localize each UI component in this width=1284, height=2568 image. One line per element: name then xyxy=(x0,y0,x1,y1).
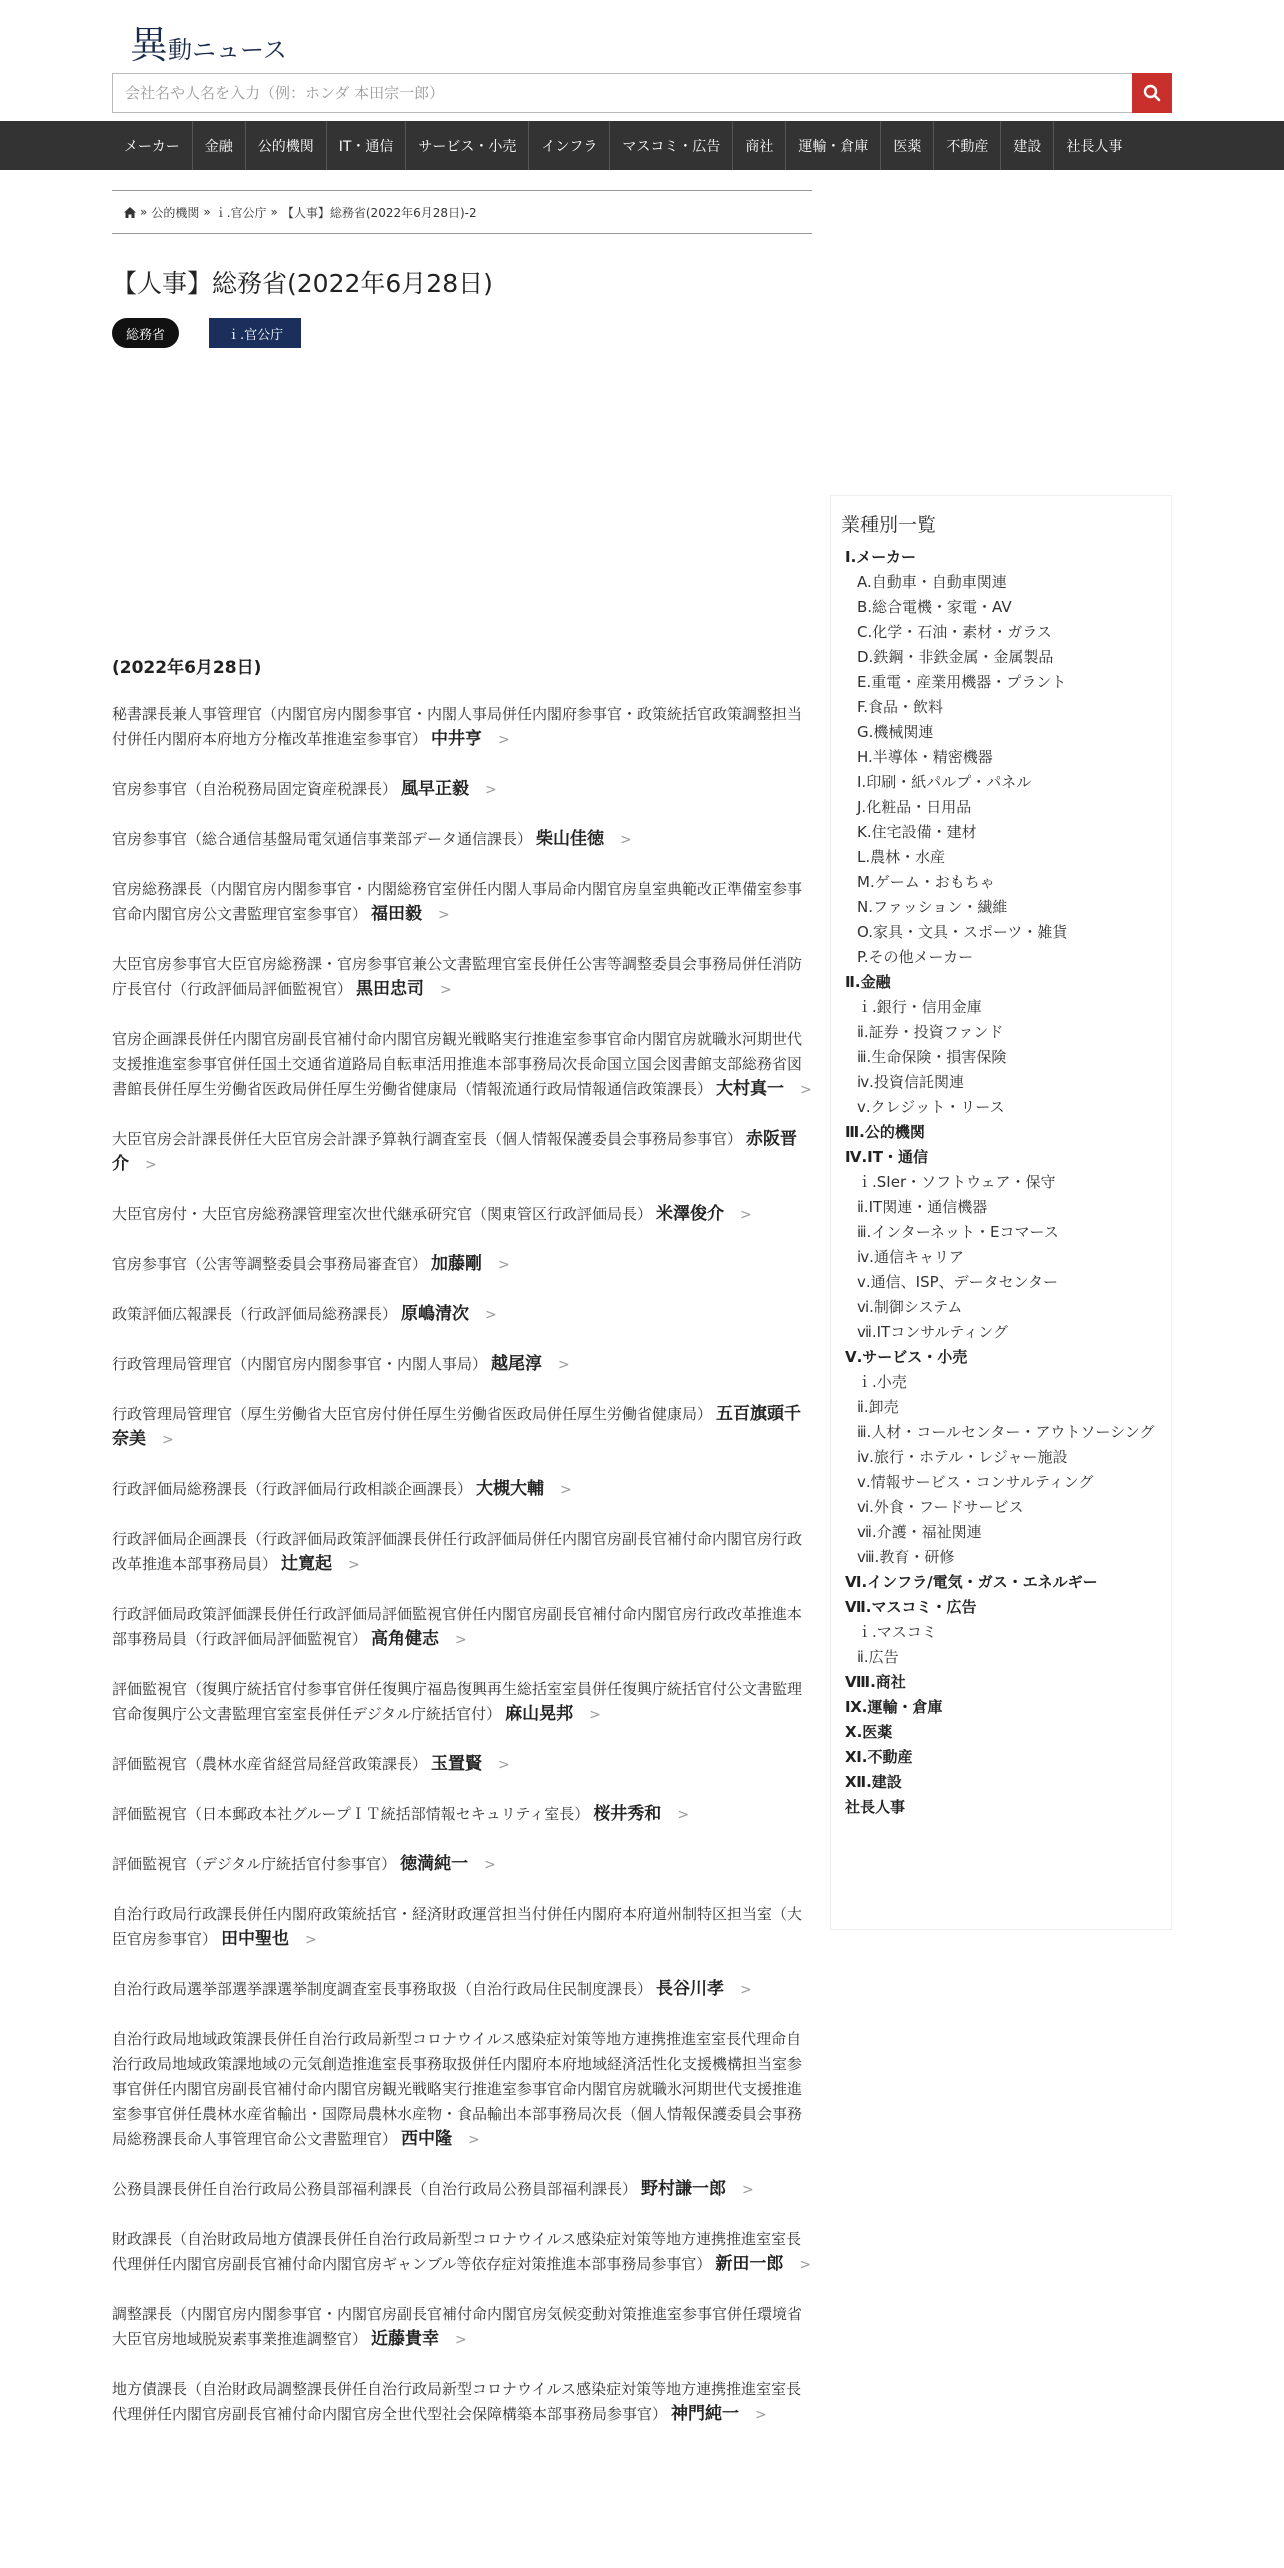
chevron-right-icon[interactable]: > xyxy=(800,1082,812,1098)
sidebar-subcategory[interactable]: ⅲ.人材・コールセンター・アウトソーシング xyxy=(857,1423,1155,1441)
sidebar-subcategory[interactable]: ⅳ.通信キャリア xyxy=(857,1248,964,1266)
entry-person-name[interactable]: 柴山佳徳 xyxy=(536,829,605,849)
sidebar-subcategory[interactable]: L.農林・水産 xyxy=(857,848,946,866)
sidebar-subcategory[interactable]: ⅱ.広告 xyxy=(857,1648,899,1666)
entry-position: 財政課長（自治財政局地方債課長併任自治行政局新型コロナウイルス感染症対策等地方連携推進室室長代理併任内閣官房副長官補付命内閣官房ギャンブル等依存症対策推進本部事務局参事官） xyxy=(112,2230,802,2273)
chevron-right-icon[interactable]: > xyxy=(589,1707,601,1723)
entry-position: 大臣官房会計課長併任大臣官房会計課予算執行調査室長（個人情報保護委員会事務局参事官） xyxy=(112,1130,743,1148)
nav-item[interactable]: メーカー xyxy=(112,121,193,170)
sidebar-subcategory[interactable]: I.印刷・紙パルプ・パネル xyxy=(857,773,1032,791)
chevron-right-icon[interactable]: > xyxy=(305,1932,317,1948)
sidebar-subcategory[interactable]: A.自動車・自動車関連 xyxy=(857,573,1007,591)
chevron-right-icon[interactable]: > xyxy=(455,1632,467,1648)
sidebar-category[interactable]: Ⅴ.サービス・小売 xyxy=(845,1348,968,1366)
entry-person-name[interactable]: 中井亨 xyxy=(431,729,483,749)
personnel-entry xyxy=(112,2302,812,2353)
sidebar-subcategory[interactable]: ⅵ.外食・フードサービス xyxy=(857,1498,1024,1516)
personnel-entry xyxy=(112,1027,812,1103)
personnel-entry xyxy=(112,2377,812,2428)
search-input[interactable] xyxy=(112,73,1132,113)
sidebar-category[interactable]: Ⅺ.不動産 xyxy=(845,1748,913,1766)
nav-item[interactable]: インフラ xyxy=(529,121,610,170)
chevron-right-icon[interactable]: > xyxy=(740,1982,752,1998)
sidebar-category[interactable]: Ⅸ.運輸・倉庫 xyxy=(845,1698,943,1716)
entry-person-name[interactable]: 黒田忠司 xyxy=(356,979,425,999)
personnel-entry xyxy=(112,702,812,753)
chevron-right-icon[interactable]: > xyxy=(438,907,450,923)
nav-item[interactable]: 医薬 xyxy=(881,121,934,170)
entry-person-name[interactable]: 近藤貴幸 xyxy=(371,2329,440,2349)
entry-position: 大臣官房付・大臣官房総務課管理室次世代継承研究官（関東管区行政評価局長） xyxy=(112,1205,653,1223)
sidebar-subcategory[interactable]: O.家具・文具・スポーツ・雑貨 xyxy=(857,923,1068,941)
breadcrumb-separator: » xyxy=(140,205,148,219)
personnel-entry xyxy=(112,1852,812,1878)
personnel-entry xyxy=(112,1477,812,1503)
entry-position: 行政評価局政策評価課長併任行政評価局評価監視官併任内閣官房副長官補付命内閣官房行政改革推進本部事務局員（行政評価局評価監視官） xyxy=(112,1605,803,1648)
entry-person-name[interactable]: 桜井秀和 xyxy=(593,1804,662,1824)
sidebar-category[interactable]: Ⅵ.インフラ/電気・ガス・エネルギー xyxy=(845,1573,1098,1591)
sidebar-subcategory[interactable]: ｉ.SIer・ソフトウェア・保守 xyxy=(857,1173,1056,1191)
sidebar-subcategory[interactable]: G.機械関連 xyxy=(857,723,934,741)
sidebar-subcategory[interactable]: K.住宅設備・建材 xyxy=(857,823,977,841)
entry-person-name[interactable]: 米澤俊介 xyxy=(656,1204,725,1224)
personnel-entry xyxy=(112,1302,812,1328)
chevron-right-icon[interactable]: > xyxy=(560,1482,572,1498)
sidebar-subcategory[interactable]: H.半導体・精密機器 xyxy=(857,748,993,766)
entry-person-name[interactable]: 徳満純一 xyxy=(400,1854,469,1874)
nav-item[interactable]: 公的機関 xyxy=(246,121,327,170)
entry-person-name[interactable]: 神門純一 xyxy=(671,2404,740,2424)
entry-person-name[interactable]: 高角健志 xyxy=(371,1629,440,1649)
search-icon xyxy=(1143,84,1161,102)
entry-position: 自治行政局選挙部選挙課選挙制度調査室長事務取扱（自治行政局住民制度課長） xyxy=(112,1980,653,1998)
personnel-entry xyxy=(112,2027,812,2153)
entry-position: 行政管理局管理官（厚生労働省大臣官房付併任厚生労働省医政局併任厚生労働省健康局） xyxy=(112,1405,713,1423)
sidebar-category[interactable]: Ⅳ.IT・通信 xyxy=(845,1148,928,1166)
personnel-entry xyxy=(112,877,812,928)
personnel-entry xyxy=(112,1902,812,1953)
sidebar-category[interactable]: Ⅶ.マスコミ・広告 xyxy=(845,1598,977,1616)
tag-ministry[interactable]: 総務省 xyxy=(112,318,179,348)
personnel-entry xyxy=(112,1402,812,1453)
entry-position: 評価監視官（農林水産省経営局経営政策課長） xyxy=(112,1755,428,1773)
sidebar-category[interactable]: Ⅱ.金融 xyxy=(845,973,891,991)
article-date: (2022年6月28日) xyxy=(112,658,262,678)
search-bar xyxy=(112,73,1172,113)
chevron-right-icon[interactable]: > xyxy=(485,1307,497,1323)
entry-position: 自治行政局行政課長併任内閣府政策統括官・経済財政運営担当付併任内閣府本府道州制特区担当室（大臣官房参事官） xyxy=(112,1905,803,1948)
chevron-right-icon[interactable]: > xyxy=(498,1257,510,1273)
entry-person-name[interactable]: 西中隆 xyxy=(401,2129,453,2149)
sidebar-category[interactable]: Ⅻ.建設 xyxy=(845,1773,902,1791)
tag-category[interactable]: ｉ.官公庁 xyxy=(209,318,301,348)
sidebar-subcategory[interactable]: ⅶ.介護・福祉関連 xyxy=(857,1523,982,1541)
sidebar-subcategory[interactable]: D.鉄鋼・非鉄金属・金属製品 xyxy=(857,648,1054,666)
entry-person-name[interactable]: 五百旗頭千奈美 xyxy=(112,1404,802,1449)
entry-position: 政策評価広報課長（行政評価局総務課長） xyxy=(112,1305,398,1323)
page-title: 【人事】総務省(2022年6月28日) xyxy=(112,269,493,298)
sidebar-subcategory[interactable]: N.ファッション・繊維 xyxy=(857,898,1008,916)
nav-item[interactable]: 商社 xyxy=(733,121,786,170)
personnel-entry xyxy=(112,1352,812,1378)
personnel-entry xyxy=(112,827,812,853)
entry-person-name[interactable]: 越尾淳 xyxy=(491,1354,543,1374)
entry-position: 行政管理局管理官（内閣官房内閣参事官・内閣人事局） xyxy=(112,1355,488,1373)
entry-person-name[interactable]: 長谷川孝 xyxy=(656,1979,725,1999)
site-logo[interactable] xyxy=(130,14,287,69)
nav-item[interactable]: 金融 xyxy=(193,121,246,170)
entry-position: 評価監視官（日本郵政本社グループＩＴ統括部情報セキュリティ室長） xyxy=(112,1805,590,1823)
chevron-right-icon[interactable]: > xyxy=(455,2332,467,2348)
main-content xyxy=(112,190,812,2424)
entry-person-name[interactable]: 大槻大輔 xyxy=(476,1479,545,1499)
personnel-entry xyxy=(112,1977,812,2003)
entry-person-name[interactable]: 麻山晃邦 xyxy=(505,1704,574,1724)
chevron-right-icon[interactable]: > xyxy=(742,2182,754,2198)
personnel-entry xyxy=(112,777,812,803)
sidebar-subcategory[interactable]: B.総合電機・家電・AV xyxy=(857,598,1012,616)
chevron-right-icon[interactable]: > xyxy=(162,1432,174,1448)
breadcrumb-item-government[interactable]: ｉ.官公庁 xyxy=(214,205,267,220)
entry-position: 評価監視官（復興庁統括官付参事官併任復興庁福島復興再生総括室室員併任復興庁統括官付公文書監理官命復興庁公文書監理官室室長併任デジタル庁統括官付） xyxy=(112,1680,803,1723)
personnel-entry xyxy=(112,1252,812,1278)
breadcrumb-separator: » xyxy=(270,205,278,219)
sidebar-subcategory[interactable]: ⅲ.インターネット・Eコマース xyxy=(857,1223,1059,1241)
sidebar-subcategory[interactable]: M.ゲーム・おもちゃ xyxy=(857,873,995,891)
entry-person-name[interactable]: 大村真一 xyxy=(716,1079,785,1099)
entry-position: 評価監視官（デジタル庁統括官付参事官） xyxy=(112,1855,397,1873)
entry-position: 行政評価局総務課長（行政評価局行政相談企画課長） xyxy=(112,1480,473,1498)
sidebar-subcategory[interactable]: ⅱ.IT関連・通信機器 xyxy=(857,1198,988,1216)
sidebar-subcategory[interactable]: C.化学・石油・素材・ガラス xyxy=(857,623,1052,641)
logo-text: 動ニュース xyxy=(168,36,287,64)
entry-person-name[interactable]: 原嶋清次 xyxy=(401,1304,470,1324)
entry-person-name[interactable]: 玉置賢 xyxy=(431,1754,483,1774)
sidebar-subcategory[interactable]: ⅱ.卸売 xyxy=(857,1398,899,1416)
sidebar-subcategory[interactable]: ⅶ.ITコンサルティング xyxy=(857,1323,1008,1341)
sidebar-subcategory[interactable]: ｉ.小売 xyxy=(857,1373,907,1391)
sidebar-subcategory[interactable]: ⅱ.証券・投資ファンド xyxy=(857,1023,1004,1041)
entry-position: 秘書課長兼人事管理官（内閣官房内閣参事官・内閣人事局併任内閣府参事官・政策統括官政策調整担当付併任内閣府本府地方分権改革推進室参事官） xyxy=(112,705,803,748)
entry-person-name[interactable]: 野村謙一郎 xyxy=(641,2179,727,2199)
entry-position: 大臣官房参事官大臣官房総務課・官房参事官兼公文書監理官室長併任公害等調整委員会事務局併任消防庁長官付（行政評価局評価監視官） xyxy=(112,955,803,998)
personnel-entry xyxy=(112,2177,812,2203)
industry-sidebar xyxy=(830,495,1172,1930)
entry-person-name[interactable]: 辻寛起 xyxy=(281,1554,333,1574)
breadcrumb-item-current: 【人事】総務省(2022年6月28日)-2 xyxy=(281,205,477,220)
sidebar-subcategory[interactable]: J.化粧品・日用品 xyxy=(857,798,972,816)
entry-position: 地方債課長（自治財政局調整課長併任自治行政局新型コロナウイルス感染症対策等地方連携推進室室長代理併任内閣官房副長官補付命内閣官房全世代型社会保障構築本部事務局参事官） xyxy=(112,2380,802,2423)
sidebar-subcategory[interactable]: ⅴ.クレジット・リース xyxy=(857,1098,1005,1116)
sidebar-category[interactable]: Ⅲ.公的機関 xyxy=(845,1123,925,1141)
nav-item[interactable]: IT・通信 xyxy=(327,121,407,170)
personnel-entry xyxy=(112,1752,812,1778)
personnel-entry xyxy=(112,1677,812,1728)
sidebar-subcategory[interactable]: ⅴ.情報サービス・コンサルティング xyxy=(857,1473,1094,1491)
sidebar-subcategory[interactable]: ⅲ.生命保険・損害保険 xyxy=(857,1048,1007,1066)
category-nav xyxy=(0,121,1284,170)
personnel-entry xyxy=(112,1202,812,1228)
chevron-right-icon[interactable]: > xyxy=(485,782,497,798)
sidebar-subcategory[interactable]: P.その他メーカー xyxy=(857,948,974,966)
sidebar-subcategory[interactable]: ⅳ.旅行・ホテル・レジャー施設 xyxy=(857,1448,1068,1466)
sidebar-category[interactable]: Ⅹ.医薬 xyxy=(845,1723,893,1741)
chevron-right-icon[interactable]: > xyxy=(620,832,632,848)
chevron-right-icon[interactable]: > xyxy=(558,1357,570,1373)
site-header xyxy=(0,0,1284,120)
nav-item[interactable]: 運輸・倉庫 xyxy=(786,121,881,170)
sidebar-subcategory[interactable]: E.重電・産業用機器・プラント xyxy=(857,673,1067,691)
nav-item[interactable]: マスコミ・広告 xyxy=(610,121,733,170)
chevron-right-icon[interactable]: > xyxy=(145,1157,157,1173)
entry-position: 自治行政局地域政策課長併任自治行政局新型コロナウイルス感染症対策等地方連携推進室室長代理命自治行政局地域政策課地域の元気創造推進室長事務取扱併任内閣府本府地域経済活性化支援機構担当室参事官併任内閣官房副長官補付命内閣官房観光戦略実行推進室参事官命内閣官房就職氷河期世代支援推進室参事官併任農林水産省輸出・国際局農林水産物・食品輸出本部事務局次長（個人情報保護委員会事務局総務課長命人事管理官命公文書監理官） xyxy=(112,2030,803,2148)
chevron-right-icon[interactable]: > xyxy=(484,1857,496,1873)
sidebar-subcategory[interactable]: ｉ.銀行・信用金庫 xyxy=(857,998,982,1016)
personnel-entry xyxy=(112,1527,812,1578)
breadcrumb-item-public[interactable]: 公的機関 xyxy=(151,205,200,220)
entry-position: 公務員課長併任自治行政局公務員部福利課長（自治行政局公務員部福利課長） xyxy=(112,2180,638,2198)
entry-person-name[interactable]: 福田毅 xyxy=(371,904,423,924)
entry-position: 官房参事官（総合通信基盤局電気通信事業部データ通信課長） xyxy=(112,830,533,848)
personnel-entry xyxy=(112,1602,812,1653)
nav-item[interactable]: サービス・小売 xyxy=(406,121,529,170)
personnel-entry xyxy=(112,952,812,1003)
sidebar-subcategory[interactable]: ⅷ.教育・研修 xyxy=(857,1548,955,1566)
entry-position: 行政評価局企画課長（行政評価局政策評価課長併任行政評価局併任内閣官房副長官補付命内閣官房行政改革推進本部事務局員） xyxy=(112,1530,803,1573)
logo-mark: 異 xyxy=(130,23,169,67)
nav-item[interactable]: 社長人事 xyxy=(1066,138,1123,155)
sidebar-subcategory[interactable]: ⅳ.投資信託関連 xyxy=(857,1073,964,1091)
sidebar-category[interactable]: Ⅰ.メーカー xyxy=(845,548,916,566)
entry-person-name[interactable]: 風早正毅 xyxy=(401,779,470,799)
chevron-right-icon[interactable]: > xyxy=(468,2132,480,2148)
personnel-entry xyxy=(112,1802,812,1828)
chevron-right-icon[interactable]: > xyxy=(498,732,510,748)
personnel-entry xyxy=(112,2227,812,2278)
search-button[interactable] xyxy=(1132,73,1172,113)
sidebar-subcategory[interactable]: F.食品・飲料 xyxy=(857,698,943,716)
sidebar-subcategory[interactable]: ⅵ.制御システム xyxy=(857,1298,963,1316)
entry-position: 官房企画課長併任内閣官房副長官補付命内閣官房観光戦略実行推進室参事官命内閣官房就職氷河期世代支援推進室参事官併任国土交通省道路局自転車活用推進本部事務局次長命国立国会図書館支部総務省図書館長併任厚生労働省医政局併任厚生労働省健康局（情報流通行政局情報通信政策課長） xyxy=(112,1030,803,1098)
entry-position: 調整課長（内閣官房内閣参事官・内閣官房副長官補付命内閣官房気候変動対策推進室参事官併任環境省大臣官房地域脱炭素事業推進調整官） xyxy=(112,2305,803,2348)
tag-list xyxy=(112,318,812,348)
chevron-right-icon[interactable]: > xyxy=(677,1807,690,1823)
home-icon[interactable] xyxy=(124,207,136,218)
nav-item[interactable]: 建設 xyxy=(1001,121,1054,170)
sidebar-subcategory[interactable]: ｉ.マスコミ xyxy=(857,1623,937,1641)
chevron-right-icon[interactable]: > xyxy=(740,1207,752,1223)
chevron-right-icon[interactable]: > xyxy=(440,982,452,998)
entry-person-name[interactable]: 赤阪晋介 xyxy=(112,1129,798,1174)
nav-item[interactable]: 不動産 xyxy=(934,121,1001,170)
sidebar-title: 業種別一覧 xyxy=(841,514,937,536)
chevron-right-icon[interactable]: > xyxy=(799,2257,812,2273)
chevron-right-icon[interactable]: > xyxy=(498,1757,510,1773)
sidebar-category[interactable]: 社長人事 xyxy=(845,1798,906,1816)
entry-person-name[interactable]: 田中聖也 xyxy=(221,1929,290,1949)
entry-person-name[interactable]: 加藤剛 xyxy=(431,1254,483,1274)
breadcrumb-separator: » xyxy=(203,205,211,219)
chevron-right-icon[interactable]: > xyxy=(348,1557,360,1573)
chevron-right-icon[interactable]: > xyxy=(755,2407,767,2423)
sidebar-category[interactable]: Ⅷ.商社 xyxy=(845,1673,906,1691)
breadcrumb xyxy=(112,190,812,234)
sidebar-subcategory[interactable]: ⅴ.通信、ISP、データセンター xyxy=(857,1273,1059,1291)
personnel-list xyxy=(112,702,812,2452)
personnel-entry xyxy=(112,1127,812,1178)
entry-position: 官房総務課長（内閣官房内閣参事官・内閣総務官室併任内閣人事局命内閣官房皇室典範改正準備室参事官命内閣官房公文書監理官室参事官） xyxy=(112,880,803,923)
entry-position: 官房参事官（公害等調整委員会事務局審査官） xyxy=(112,1255,428,1273)
entry-position: 官房参事官（自治税務局固定資産税課長） xyxy=(112,780,398,798)
entry-person-name[interactable]: 新田一郎 xyxy=(715,2254,784,2274)
